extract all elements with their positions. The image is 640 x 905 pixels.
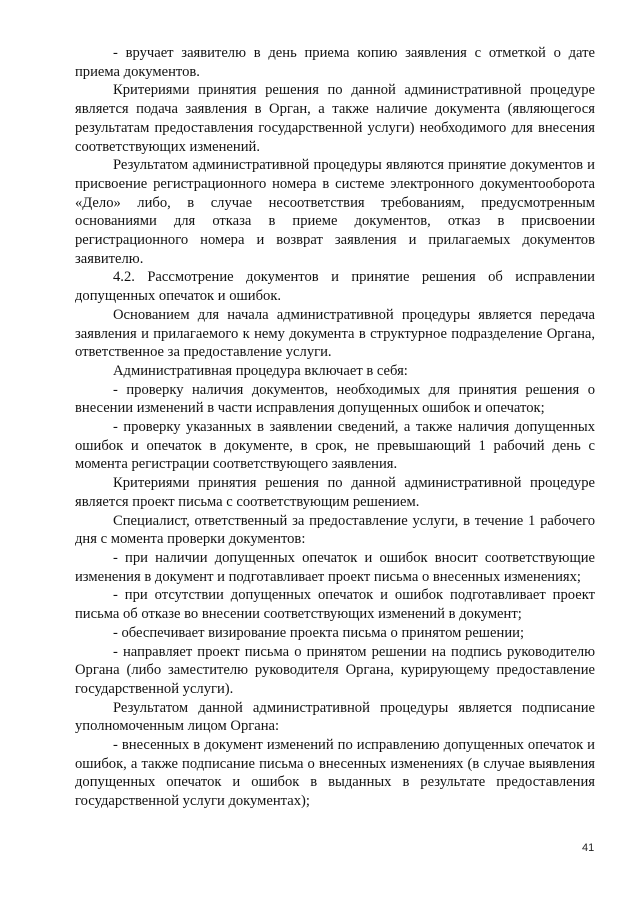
paragraph-14: - направляет проект письма о принятом решении на подпись руководителю Органа (либо заместителю руководителя Органа, курирующему предоставление государственной услуги). — [75, 643, 595, 697]
paragraph-13: - обеспечивает визирование проекта письма о принятом решении; — [113, 624, 524, 641]
paragraph-1: - вручает заявителю в день приема копию заявления с отметкой о дате приема документов. — [75, 45, 595, 80]
paragraph-12: - при отсутствии допущенных опечаток и ошибок подготавливает проект письма об отказе во внесении соответствующих изменений в документ; — [75, 587, 595, 623]
paragraph-2: Критериями принятия решения по данной административной процедуре является подача заявления в Орган, а также наличие документа (являющегося результатам предоставления государственной услуги) необходимого для внесения соответствующих изменений. — [75, 82, 595, 155]
page-number: 41 — [582, 842, 595, 854]
document-body — [75, 44, 595, 811]
paragraph-7: - проверку наличия документов, необходимых для принятия решения о внесении изменений в части исправления допущенных ошибок и опечаток; — [75, 381, 595, 417]
paragraph-15: Результатом данной административной процедуры является подписание уполномоченным лицом Органа: — [75, 699, 595, 735]
paragraph-8: - проверку указанных в заявлении сведений, а также наличия допущенных ошибок и опечаток в документе, в срок, не превышающий 1 рабочий день с момента регистрации соответствующего заявления. — [75, 419, 595, 473]
paragraph-11: - при наличии допущенных опечаток и ошибок вносит соответствующие изменения в документ и подготавливает проект письма о внесенных изменениях; — [75, 549, 595, 585]
paragraph-3: Результатом административной процедуры являются принятие документов и присвоение регистрационного номера в системе электронного документооборота «Дело» либо, в случае несоответствия требованиям, предусмотренным основаниями для отказа в приеме документов, отказ в присвоении регистрационного номера и возврат заявления и прилагаемых документов заявителю. — [75, 157, 595, 267]
paragraph-9: Критериями принятия решения по данной административной процедуре является проект письма с соответствующим решением. — [75, 475, 595, 510]
paragraph-4-section-heading: 4.2. Рассмотрение документов и принятие решения об исправлении допущенных опечаток и ошибок. — [75, 269, 595, 305]
paragraph-10: Специалист, ответственный за предоставление услуги, в течение 1 рабочего дня с момента проверки документов: — [75, 512, 595, 548]
paragraph-6: Административная процедура включает в себя: — [113, 362, 408, 379]
paragraph-16: - внесенных в документ изменений по исправлению допущенных опечаток и ошибок, а также подписание письма о внесенных изменениях (в случае выявления допущенных опечаток и ошибок в выданных в результате предоставления государственной услуги документах); — [75, 737, 595, 810]
paragraph-5: Основанием для начала административной процедуры является передача заявления и прилагаемого к нему документа в структурное подразделение Органа, ответственное за предоставление услуги. — [75, 306, 595, 361]
